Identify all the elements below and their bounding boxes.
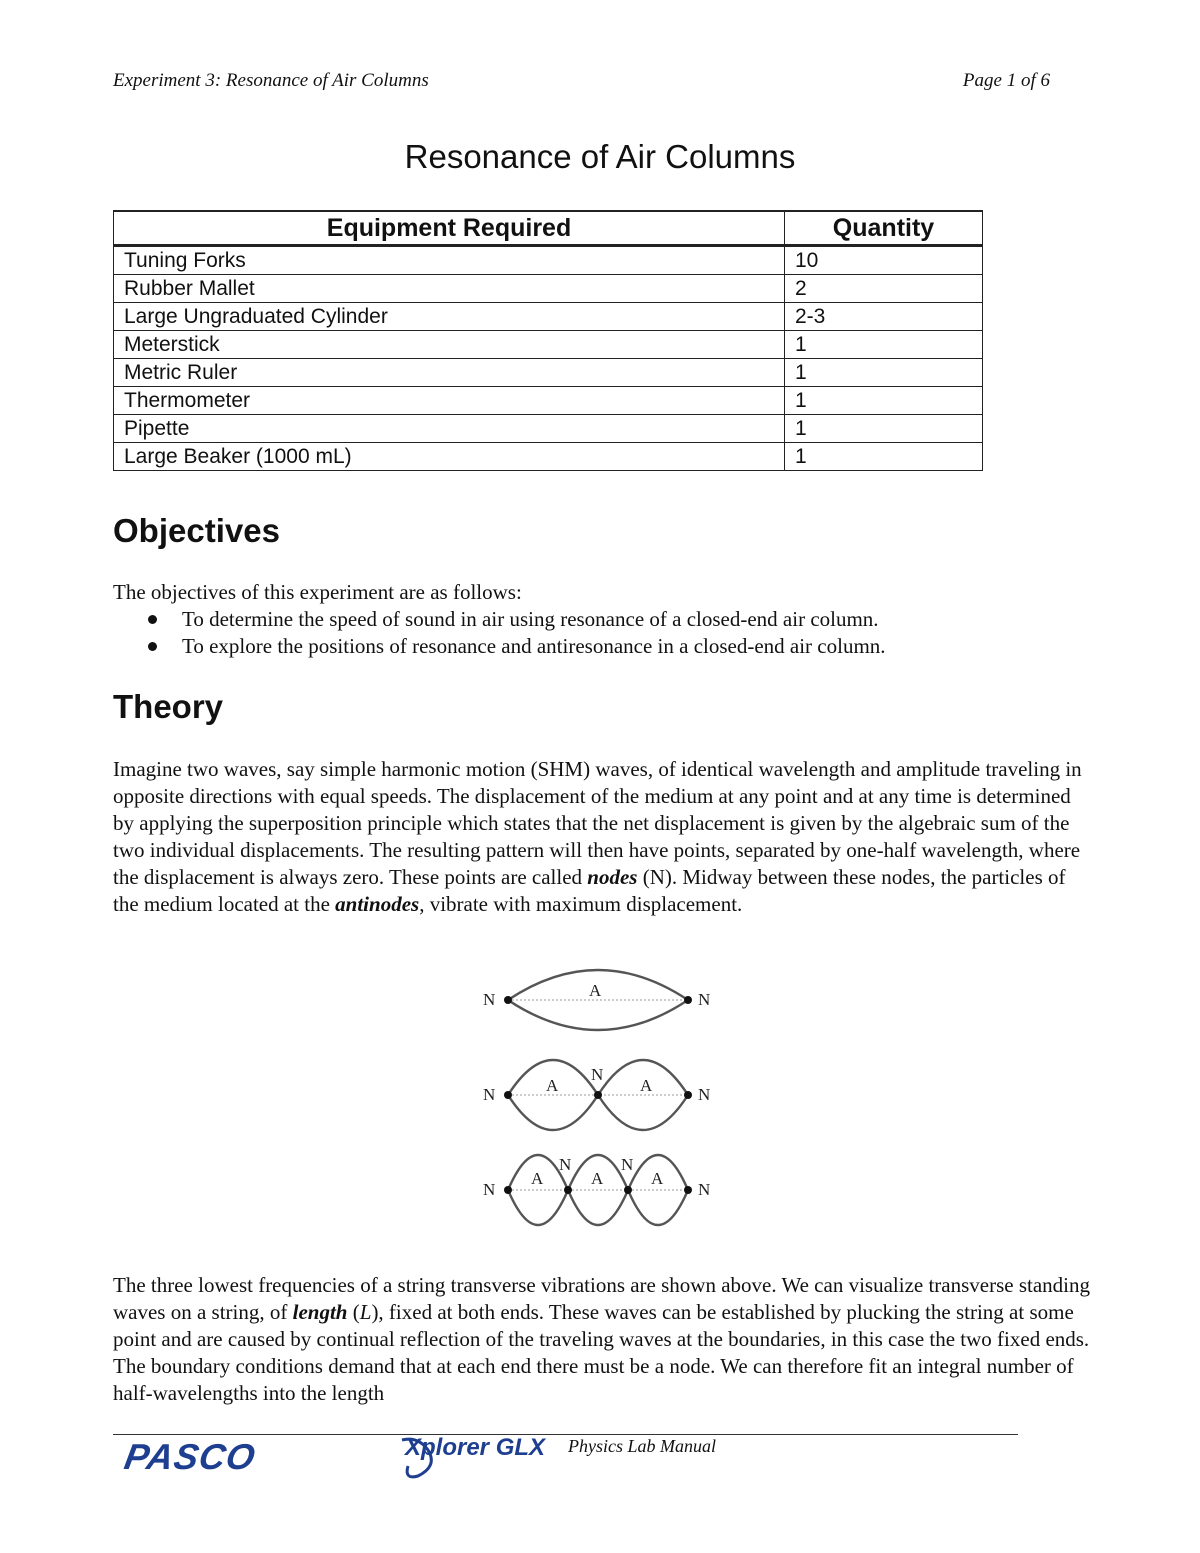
objectives-list: [113, 606, 886, 660]
text-run: (N). Midway between these nodes, the particles of the medium located at the: [113, 865, 1066, 916]
node-label: N: [698, 1085, 711, 1104]
antinode-label: A: [531, 1169, 544, 1188]
text-run: , vibrate with maximum displacement.: [419, 892, 743, 916]
text-run: ), fixed at both ends. These waves can be established by plucking the string at some point and are caused by continual reflection of the traveling waves at the boundaries, in this case the two fixed ends. The boundary conditions demand that at each end there must be a node. We can therefore fit an integral number of half-wavelengths into the length: [113, 1300, 1090, 1405]
equipment-column-header: Equipment Required: [114, 211, 785, 246]
equipment-qty: 1: [785, 387, 983, 415]
equipment-item: Thermometer: [114, 387, 785, 415]
equipment-qty: 1: [785, 331, 983, 359]
xplorer-glx-logo: Xplorer GLX: [405, 1434, 546, 1461]
antinode-label: A: [591, 1169, 604, 1188]
table-row: [114, 415, 983, 443]
node-label: N: [698, 1180, 711, 1199]
equipment-item: Rubber Mallet: [114, 275, 785, 303]
node-label: N: [483, 1085, 496, 1104]
antinode-label: A: [589, 981, 602, 1000]
equipment-table: [113, 210, 983, 471]
equipment-qty: 2: [785, 275, 983, 303]
node-label: N: [483, 1180, 496, 1199]
theory-heading: Theory: [113, 688, 224, 725]
symbol-L: L: [359, 1300, 372, 1324]
table-row: [114, 303, 983, 331]
text-run: (: [347, 1300, 360, 1324]
page-header: [113, 70, 1050, 98]
node-label: N: [559, 1155, 572, 1174]
equipment-item: Large Beaker (1000 mL): [114, 443, 785, 471]
objectives-heading: Objectives: [113, 512, 280, 549]
antinode-label: A: [651, 1169, 664, 1188]
equipment-item: Metric Ruler: [114, 359, 785, 387]
list-item: To determine the speed of sound in air using resonance of a closed-end air column.: [113, 606, 886, 633]
equipment-item: Large Ungraduated Cylinder: [114, 303, 785, 331]
objectives-intro: The objectives of this experiment are as follows:: [113, 580, 522, 604]
term-antinodes: antinodes: [335, 892, 420, 916]
equipment-qty: 1: [785, 443, 983, 471]
table-row: [114, 331, 983, 359]
theory-paragraph-2: [113, 1272, 1093, 1407]
equipment-qty: 1: [785, 359, 983, 387]
text-run: Imagine two waves, say simple harmonic motion (SHM) waves, of identical wavelength and amplitude traveling in opposite directions with equal speeds. The displacement of the medium at any point and at any time is determined by applying the superposition principle which states that the net displacement is given by the algebraic sum of the two individual displacements. The resulting pattern will then have points, separated by one-half wavelength, where the displacement is always zero. These points are called: [113, 757, 1082, 889]
text-run: The three lowest frequencies of a string transverse vibrations are shown above. We can visualize transverse standing waves on a string, of: [113, 1273, 1091, 1324]
node-label: N: [591, 1065, 604, 1084]
document-title: Resonance of Air Columns: [404, 138, 796, 175]
list-item: To explore the positions of resonance and antiresonance in a closed-end air column.: [113, 633, 886, 660]
equipment-qty: 1: [785, 415, 983, 443]
equipment-item: Tuning Forks: [114, 246, 785, 275]
antinode-label: A: [640, 1076, 653, 1095]
term-length: length: [292, 1300, 348, 1324]
footer-divider: [113, 1434, 1018, 1435]
equipment-item: Pipette: [114, 415, 785, 443]
equipment-qty: 2-3: [785, 303, 983, 331]
equipment-qty: 10: [785, 246, 983, 275]
header-experiment-title: Experiment 3: Resonance of Air Columns: [113, 70, 429, 91]
quantity-column-header: Quantity: [785, 211, 983, 246]
table-row: [114, 246, 983, 275]
standing-wave-diagram: [470, 950, 730, 1240]
node-label: N: [483, 990, 496, 1009]
table-row: [114, 387, 983, 415]
node-label: N: [698, 990, 711, 1009]
equipment-item: Meterstick: [114, 331, 785, 359]
footer-manual-title: Physics Lab Manual: [568, 1436, 716, 1456]
table-row: [114, 359, 983, 387]
header-page-number: Page 1 of 6: [962, 70, 1050, 91]
table-row: [114, 275, 983, 303]
theory-paragraph-1: [113, 756, 1093, 918]
table-row: [114, 443, 983, 471]
node-label: N: [621, 1155, 634, 1174]
antinode-label: A: [546, 1076, 559, 1095]
pasco-logo: PASCO: [121, 1436, 260, 1477]
term-nodes: nodes: [587, 865, 638, 889]
